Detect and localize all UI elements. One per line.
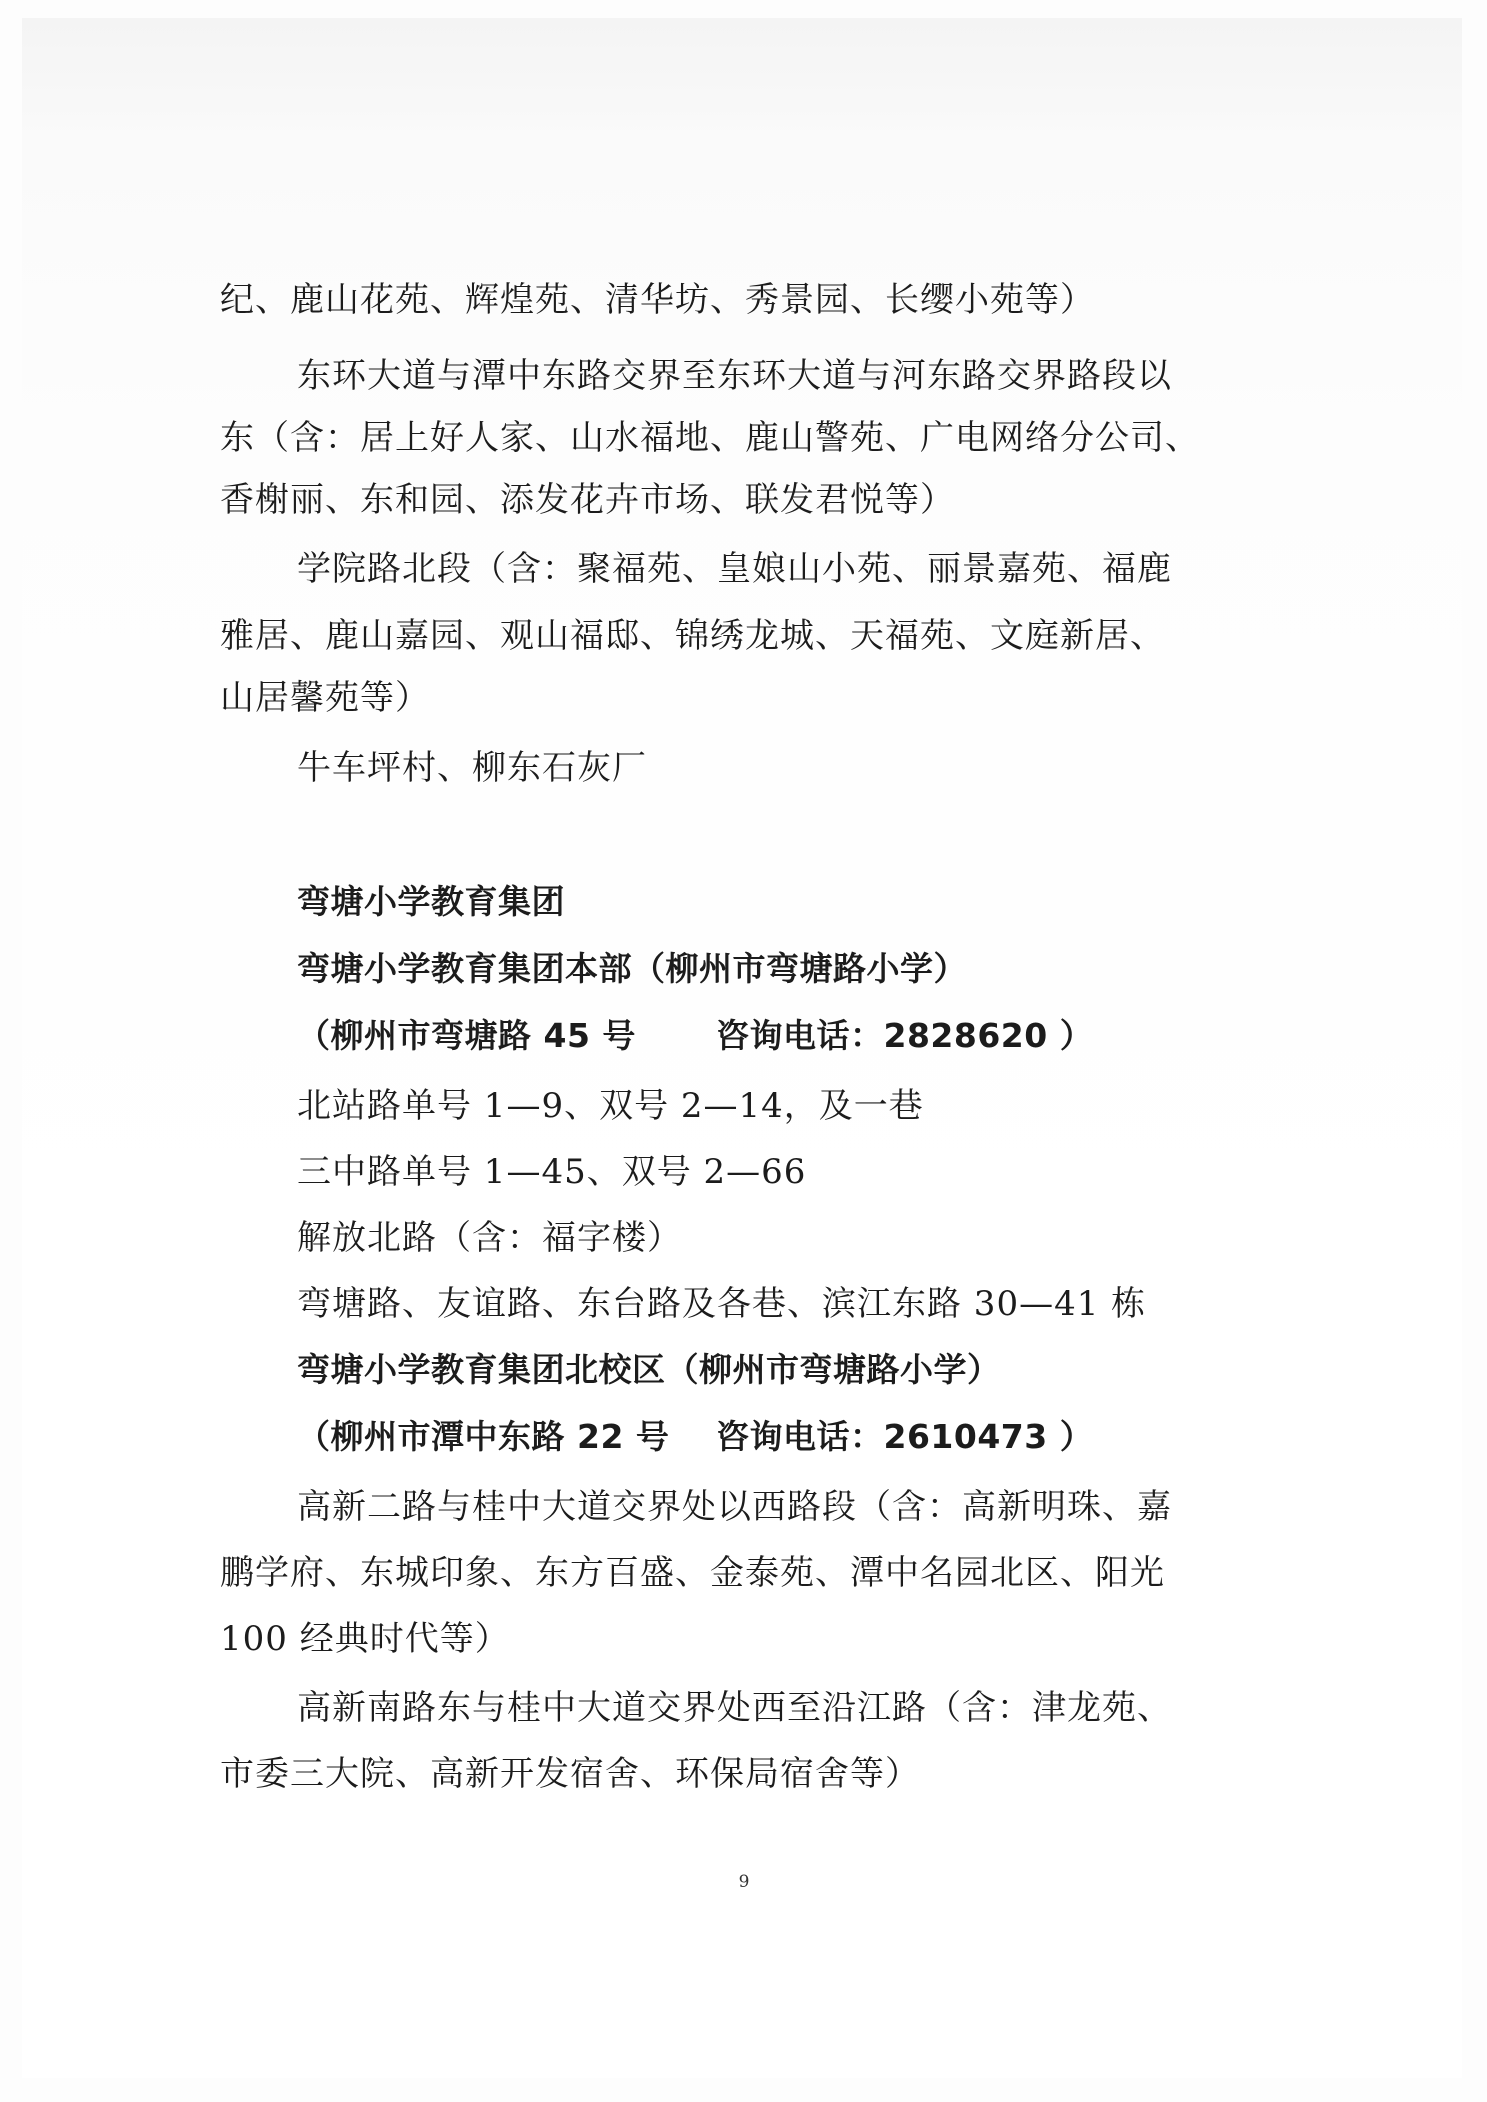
campus-address: （柳州市潭中东路 22 号 bbox=[297, 1417, 670, 1456]
street-line: 解放北路（含：福字楼） bbox=[297, 1218, 682, 1258]
campus-address: （柳州市弯塘路 45 号 bbox=[297, 1016, 636, 1055]
campus-phone: 咨询电话：2610473 ） bbox=[716, 1417, 1094, 1456]
text-line: 东环大道与潭中东路交界至东环大道与河东路交界路段以 bbox=[297, 356, 1172, 396]
street-line: 北站路单号 1—9、双号 2—14，及一巷 bbox=[297, 1086, 924, 1126]
text-line: 牛车坪村、柳东石灰厂 bbox=[297, 748, 647, 788]
campus-heading: 弯塘小学教育集团本部（柳州市弯塘路小学） bbox=[297, 949, 967, 988]
text-line: 高新南路东与桂中大道交界处西至沿江路（含：津龙苑、 bbox=[297, 1688, 1172, 1728]
text-line: 纪、鹿山花苑、辉煌苑、清华坊、秀景园、长缨小苑等） bbox=[220, 280, 1095, 320]
text-line: 山居馨苑等） bbox=[220, 678, 430, 718]
street-line: 弯塘路、友谊路、东台路及各巷、滨江东路 30—41 栋 bbox=[297, 1284, 1147, 1324]
street-line: 三中路单号 1—45、双号 2—66 bbox=[297, 1152, 807, 1192]
campus-heading: 弯塘小学教育集团北校区（柳州市弯塘路小学） bbox=[297, 1350, 1001, 1389]
text-line: 雅居、鹿山嘉园、观山福邸、锦绣龙城、天福苑、文庭新居、 bbox=[220, 616, 1165, 656]
text-line: 100 经典时代等） bbox=[220, 1619, 510, 1659]
campus-phone: 咨询电话：2828620 ） bbox=[716, 1016, 1094, 1055]
text-line: 高新二路与桂中大道交界处以西路段（含：高新明珠、嘉 bbox=[297, 1487, 1172, 1527]
text-line: 东（含：居上好人家、山水福地、鹿山警苑、广电网络分公司、 bbox=[220, 418, 1200, 458]
text-line: 鹏学府、东城印象、东方百盛、金泰苑、潭中名园北区、阳光 bbox=[220, 1553, 1165, 1593]
page-number: 9 bbox=[738, 1872, 750, 1892]
text-line: 学院路北段（含：聚福苑、皇娘山小苑、丽景嘉苑、福鹿 bbox=[297, 549, 1172, 589]
text-line: 市委三大院、高新开发宿舍、环保局宿舍等） bbox=[220, 1754, 920, 1794]
group-title: 弯塘小学教育集团 bbox=[297, 882, 565, 921]
text-line: 香榭丽、东和园、添发花卉市场、联发君悦等） bbox=[220, 480, 955, 520]
